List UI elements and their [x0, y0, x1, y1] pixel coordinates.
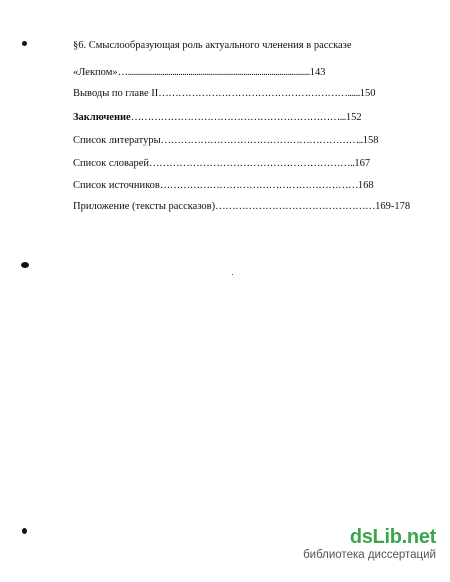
toc-entry-leader: …………………………………………………….. [149, 158, 355, 169]
toc-entry-page: 143 [309, 67, 326, 78]
toc-entry-title: Приложение (тексты рассказов) [73, 201, 216, 212]
toc-entry-page: 150 [359, 88, 376, 99]
toc-entry-leader: ………………………………………………………... [130, 112, 346, 123]
toc-entry-page: 167 [354, 158, 371, 169]
toc-entry-page: 152 [345, 112, 362, 123]
toc-entry-title: Список словарей [73, 158, 150, 169]
toc-entry [73, 88, 376, 100]
toc-entry-title: Список литературы [73, 135, 161, 146]
toc-entry-title: Выводы по главе II [73, 88, 159, 99]
toc-entry-title: Список источников [73, 180, 160, 191]
toc-section-heading-text: §6. Смыслообразующая роль актуального членения в рассказе [73, 40, 352, 51]
punch-hole-mark-bottom [22, 528, 27, 534]
toc-entry-title: Заключение [73, 112, 131, 123]
toc-entry-page: 168 [357, 180, 374, 191]
scan-speck [232, 274, 233, 275]
toc-section-heading [73, 40, 351, 52]
dslib-watermark [303, 526, 436, 562]
toc-entry-leader: …………………………………………………… [159, 180, 358, 191]
toc-entry-title: «Лекпом» [73, 67, 118, 78]
toc-entry-leader: ….......................................................................................... [117, 67, 310, 78]
toc-entry-leader: ………………………………………… [215, 201, 376, 212]
punch-hole-mark-middle [21, 262, 29, 268]
punch-hole-mark-top [22, 41, 27, 46]
toc-entry [73, 180, 374, 192]
toc-entry [73, 135, 378, 147]
toc-entry-page: 169-178 [375, 201, 411, 212]
watermark-title: dsLib.net [349, 526, 436, 548]
toc-entry-page: 158 [362, 135, 379, 146]
toc-entry [73, 158, 370, 170]
watermark-subtitle: библиотека диссертаций [303, 549, 436, 561]
toc-entry [73, 67, 326, 79]
toc-entry-leader: …………………………………………………...... [158, 88, 360, 99]
toc-entry [73, 112, 362, 124]
toc-entry [73, 201, 410, 213]
toc-entry-leader: …………………………………………………….. [160, 135, 363, 146]
